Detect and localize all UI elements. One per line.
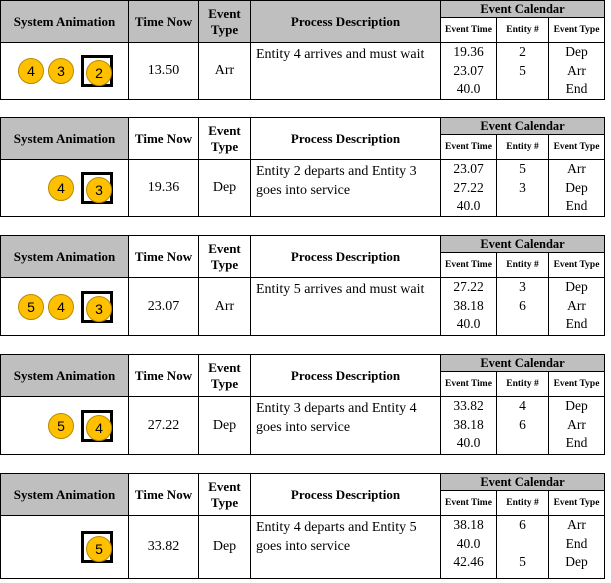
calendar-event-time: 27.22 bbox=[453, 279, 484, 294]
calendar-event-type: Dep bbox=[565, 554, 588, 569]
system-animation-header: System Animation bbox=[1, 118, 129, 160]
calendar-entities bbox=[497, 160, 549, 217]
calendar-entity: 6 bbox=[519, 297, 526, 313]
calendar-event-time: 40.0 bbox=[456, 316, 481, 331]
event-type-header: Event Type bbox=[199, 118, 251, 160]
calendar-event-type: End bbox=[565, 316, 588, 331]
calendar-event-time: 23.07 bbox=[453, 62, 484, 78]
system-animation-header: System Animation bbox=[1, 474, 129, 516]
calendar-times bbox=[441, 43, 497, 100]
calendar-event-type-header: Event Type bbox=[549, 135, 605, 160]
calendar-event-time: 38.18 bbox=[453, 416, 484, 432]
entity-number-header: Entity # bbox=[497, 18, 549, 43]
calendar-event-time: 38.18 bbox=[453, 517, 484, 532]
entity-in-service: 4 bbox=[86, 415, 112, 441]
calendar-event-time: 27.22 bbox=[453, 179, 484, 195]
queued-entity: 4 bbox=[48, 294, 74, 320]
system-animation bbox=[1, 397, 129, 455]
entity-number-header: Entity # bbox=[497, 253, 549, 278]
calendar-entity: 5 bbox=[519, 554, 526, 569]
process-description-header: Process Description bbox=[251, 355, 441, 397]
calendar-entity bbox=[497, 434, 548, 453]
calendar-event-type: Dep bbox=[565, 179, 588, 195]
entity-in-service: 3 bbox=[86, 177, 112, 203]
calendar-event-time: 42.46 bbox=[453, 554, 484, 569]
system-animation-header: System Animation bbox=[1, 1, 129, 43]
entity-number-header: Entity # bbox=[497, 135, 549, 160]
event-type-header: Event Type bbox=[199, 474, 251, 516]
time-now-value: 23.07 bbox=[129, 278, 199, 336]
calendar-event-type-header: Event Type bbox=[549, 372, 605, 397]
time-now-value: 33.82 bbox=[129, 516, 199, 579]
calendar-entities bbox=[497, 278, 549, 336]
calendar-event-type: Arr bbox=[567, 517, 586, 532]
calendar-event-time: 40.0 bbox=[456, 535, 481, 551]
calendar-event-time: 38.18 bbox=[453, 297, 484, 313]
server-box bbox=[81, 55, 113, 87]
calendar-event-type-header: Event Type bbox=[549, 18, 605, 43]
event-calendar-header: Event Calendar bbox=[441, 236, 605, 253]
system-animation-header: System Animation bbox=[1, 355, 129, 397]
queued-entity: 5 bbox=[18, 294, 44, 320]
calendar-entity: 2 bbox=[519, 44, 526, 59]
event-type-header: Event Type bbox=[199, 236, 251, 278]
calendar-event-time: 40.0 bbox=[456, 81, 481, 96]
event-time-header: Event Time bbox=[441, 135, 497, 160]
event-type-value: Dep bbox=[199, 397, 251, 455]
calendar-event-type-header: Event Type bbox=[549, 253, 605, 278]
process-description: Entity 4 departs and Entity 5 goes into service bbox=[251, 516, 441, 579]
process-description-header: Process Description bbox=[251, 474, 441, 516]
calendar-entity: 3 bbox=[519, 279, 526, 294]
calendar-times bbox=[441, 516, 497, 579]
event-calendar-header: Event Calendar bbox=[441, 474, 605, 491]
process-description-header: Process Description bbox=[251, 118, 441, 160]
calendar-entity: 5 bbox=[519, 161, 526, 176]
event-time-header: Event Time bbox=[441, 491, 497, 516]
entity-in-service: 3 bbox=[86, 296, 112, 322]
event-time-header: Event Time bbox=[441, 253, 497, 278]
calendar-event-type: Arr bbox=[567, 161, 586, 176]
entity-in-service: 5 bbox=[86, 536, 112, 562]
time-now-header: Time Now bbox=[129, 355, 199, 397]
calendar-event-type-header: Event Type bbox=[549, 491, 605, 516]
calendar-types bbox=[549, 516, 605, 579]
calendar-entity: 4 bbox=[519, 398, 526, 413]
calendar-types bbox=[549, 160, 605, 217]
system-animation bbox=[1, 278, 129, 336]
calendar-event-type: End bbox=[565, 435, 588, 450]
calendar-types bbox=[549, 278, 605, 336]
entity-in-service: 2 bbox=[86, 60, 112, 86]
server-box bbox=[81, 410, 113, 442]
time-now-value: 19.36 bbox=[129, 160, 199, 217]
queued-entity: 5 bbox=[48, 413, 74, 439]
calendar-entity bbox=[497, 80, 548, 99]
process-description: Entity 5 arrives and must wait bbox=[251, 278, 441, 336]
calendar-entity bbox=[497, 535, 548, 554]
system-animation-header: System Animation bbox=[1, 236, 129, 278]
server-box bbox=[81, 172, 113, 204]
event-type-value: Arr bbox=[199, 43, 251, 100]
calendar-event-type: Dep bbox=[565, 279, 588, 294]
process-description: Entity 2 departs and Entity 3 goes into service bbox=[251, 160, 441, 217]
calendar-event-type: End bbox=[565, 81, 588, 96]
time-now-value: 13.50 bbox=[129, 43, 199, 100]
time-now-header: Time Now bbox=[129, 118, 199, 160]
calendar-entities bbox=[497, 516, 549, 579]
time-now-header: Time Now bbox=[129, 474, 199, 516]
snapshot-table bbox=[0, 473, 604, 579]
event-calendar-header: Event Calendar bbox=[441, 1, 605, 18]
event-calendar-header: Event Calendar bbox=[441, 355, 605, 372]
event-type-header: Event Type bbox=[199, 1, 251, 43]
server-box bbox=[81, 291, 113, 323]
calendar-entity: 3 bbox=[519, 179, 526, 195]
event-type-value: Dep bbox=[199, 160, 251, 217]
calendar-entities bbox=[497, 43, 549, 100]
process-description: Entity 3 departs and Entity 4 goes into service bbox=[251, 397, 441, 455]
system-animation bbox=[1, 160, 129, 217]
entity-number-header: Entity # bbox=[497, 372, 549, 397]
calendar-entities bbox=[497, 397, 549, 455]
snapshot-table bbox=[0, 235, 604, 336]
event-calendar-header: Event Calendar bbox=[441, 118, 605, 135]
calendar-times bbox=[441, 397, 497, 455]
calendar-event-time: 23.07 bbox=[453, 161, 484, 176]
entity-number-header: Entity # bbox=[497, 491, 549, 516]
calendar-entity bbox=[497, 315, 548, 334]
queued-entity: 4 bbox=[48, 175, 74, 201]
calendar-entity: 6 bbox=[519, 416, 526, 432]
calendar-event-type: Arr bbox=[567, 416, 586, 432]
calendar-entity: 6 bbox=[519, 517, 526, 532]
calendar-event-time: 40.0 bbox=[456, 198, 481, 213]
calendar-event-type: Arr bbox=[567, 62, 586, 78]
calendar-event-type: Dep bbox=[565, 44, 588, 59]
calendar-types bbox=[549, 397, 605, 455]
calendar-event-type: End bbox=[565, 535, 588, 551]
process-description-header: Process Description bbox=[251, 236, 441, 278]
calendar-entity bbox=[497, 197, 548, 216]
calendar-event-type: End bbox=[565, 198, 588, 213]
calendar-event-type: Dep bbox=[565, 398, 588, 413]
event-type-value: Arr bbox=[199, 278, 251, 336]
system-animation bbox=[1, 43, 129, 100]
event-time-header: Event Time bbox=[441, 18, 497, 43]
time-now-value: 27.22 bbox=[129, 397, 199, 455]
calendar-times bbox=[441, 278, 497, 336]
event-type-header: Event Type bbox=[199, 355, 251, 397]
system-animation bbox=[1, 516, 129, 579]
calendar-event-time: 40.0 bbox=[456, 435, 481, 450]
event-type-value: Dep bbox=[199, 516, 251, 579]
queued-entity: 4 bbox=[18, 58, 44, 84]
calendar-types bbox=[549, 43, 605, 100]
time-now-header: Time Now bbox=[129, 236, 199, 278]
time-now-header: Time Now bbox=[129, 1, 199, 43]
calendar-event-type: Arr bbox=[567, 297, 586, 313]
process-description: Entity 4 arrives and must wait bbox=[251, 43, 441, 100]
calendar-event-time: 33.82 bbox=[453, 398, 484, 413]
calendar-times bbox=[441, 160, 497, 217]
snapshot-table bbox=[0, 117, 604, 217]
calendar-entity: 5 bbox=[519, 62, 526, 78]
process-description-header: Process Description bbox=[251, 1, 441, 43]
server-box bbox=[81, 531, 113, 563]
snapshot-table bbox=[0, 354, 604, 455]
calendar-event-time: 19.36 bbox=[453, 44, 484, 59]
queued-entity: 3 bbox=[48, 58, 74, 84]
snapshot-table bbox=[0, 0, 604, 100]
event-time-header: Event Time bbox=[441, 372, 497, 397]
